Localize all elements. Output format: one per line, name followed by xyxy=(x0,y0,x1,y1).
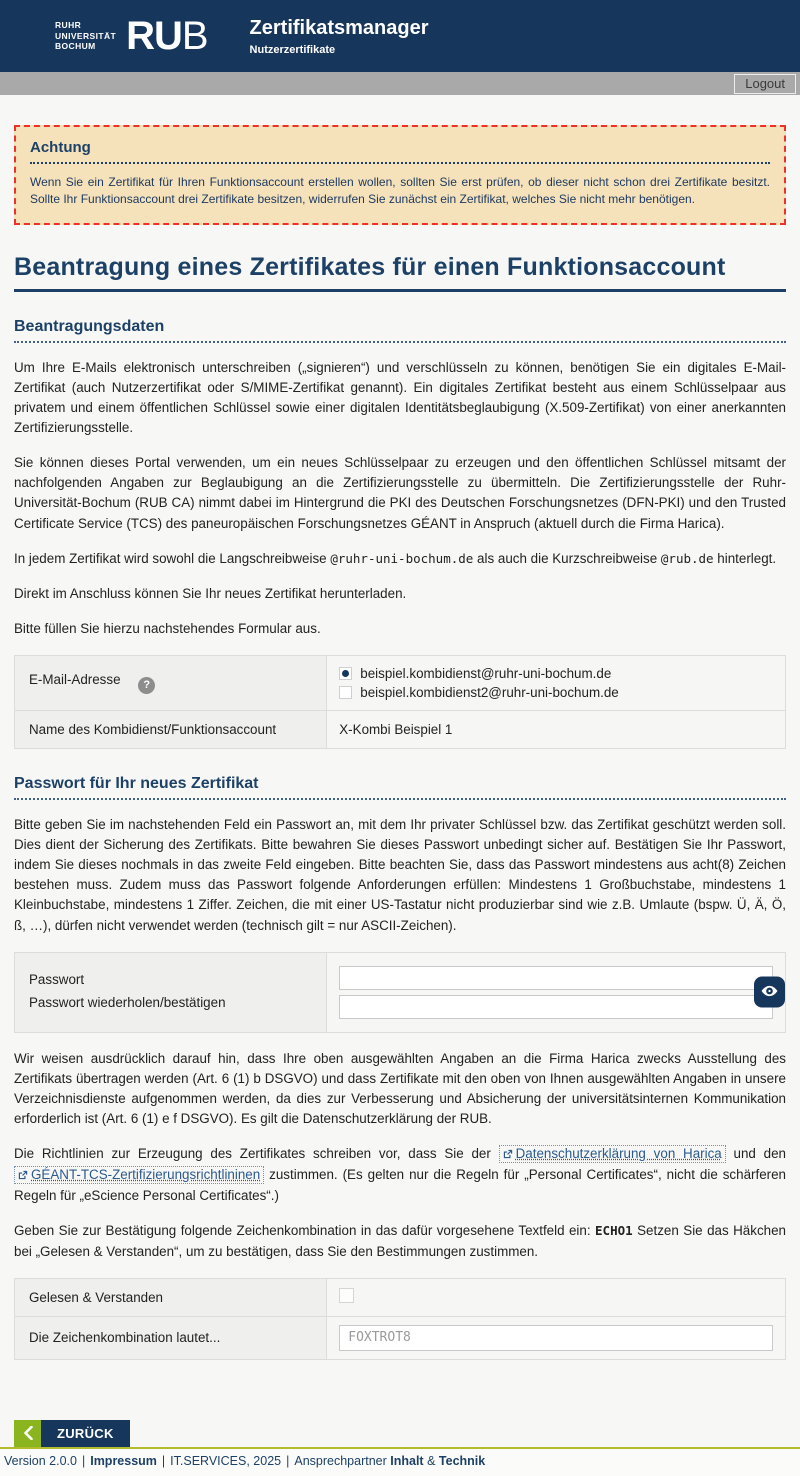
logo-line1: RUHR xyxy=(55,20,82,31)
email-option-1-label: beispiel.kombidienst@ruhr-uni-bochum.de xyxy=(360,665,612,681)
warning-title: Achtung xyxy=(30,139,770,164)
logo-line3: BOCHUM xyxy=(55,41,96,52)
back-button[interactable] xyxy=(14,1420,130,1447)
paragraph-fill-form: Bitte füllen Sie hierzu nachstehendes Formular aus. xyxy=(14,620,321,636)
account-name-value: X-Kombi Beispiel 1 xyxy=(327,710,786,748)
password-repeat-label: Passwort wiederholen/bestätigen xyxy=(29,995,226,1011)
password-inputs-cell xyxy=(327,952,786,1032)
table-row xyxy=(15,1278,786,1316)
account-name-label: Name des Kombidienst/Funktionsaccount xyxy=(15,710,327,748)
logo-line2: UNIVERSITÄT xyxy=(55,30,117,41)
harica-privacy-link[interactable]: Datenschutzerklärung von Harica xyxy=(499,1145,726,1163)
section-heading-beantragungsdaten: Beantragungsdaten xyxy=(14,318,786,343)
rub-logo-text xyxy=(55,20,116,52)
password-table xyxy=(14,952,786,1033)
password-input[interactable] xyxy=(339,966,773,990)
impressum-link[interactable]: Impressum xyxy=(90,1453,157,1468)
paragraph-confirmation-code: Geben Sie zur Bestätigung folgende Zeichenkombination in das dafür vorgesehene Textfeld ein: ECHO1 Setzen Sie das Häkchen bei „Gelesen & Verstanden“, um zu bestätigen, dass Sie den Bestimmungen zustimmen. xyxy=(14,1223,786,1259)
warning-box xyxy=(14,125,786,225)
external-link-icon xyxy=(503,1145,513,1165)
code-cell xyxy=(327,1316,786,1359)
email-option-2[interactable] xyxy=(339,683,773,702)
external-link-icon xyxy=(18,1166,28,1186)
read-understood-cell xyxy=(327,1278,786,1316)
table-row xyxy=(15,952,786,1032)
contact-label: Ansprechpartner xyxy=(294,1453,387,1468)
request-data-table xyxy=(14,655,786,749)
app-subtitle: Nutzerzertifikate xyxy=(249,43,336,56)
chevron-left-icon xyxy=(14,1420,41,1447)
long-domain: @ruhr-uni-bochum.de xyxy=(330,550,474,566)
code-input[interactable] xyxy=(339,1325,773,1351)
rub-logo xyxy=(55,16,208,56)
rub-wordmark: RUB xyxy=(126,14,208,58)
email-label: E-Mail-Adresse xyxy=(29,672,121,688)
email-label-cell xyxy=(15,655,327,710)
email-option-2-label: beispiel.kombidienst2@ruhr-uni-bochum.de xyxy=(360,684,619,700)
main-content xyxy=(0,95,800,1447)
app-titles xyxy=(250,17,429,56)
contact-inhalt-link[interactable]: Inhalt xyxy=(390,1453,424,1468)
app-footer: Version 2.0.0 | Impressum | IT.SERVICES, 2025 | Ansprechpartner Inhalt & Technik xyxy=(0,1447,800,1476)
help-icon[interactable]: ? xyxy=(138,677,155,694)
back-button-label: ZURÜCK xyxy=(41,1420,130,1447)
paragraph-domains: In jedem Zertifikat wird sowohl die Langschreibweise @ruhr-uni-bochum.de als auch die Kurzschreibweise @rub.de hinterlegt. xyxy=(14,550,777,566)
email-options-cell xyxy=(327,655,786,710)
paragraph-password-rules: Bitte geben Sie im nachstehenden Feld ein Passwort an, mit dem Ihr privater Schlüssel bzw. das Zertifikat geschützt werden soll. Dies dient der Sicherung des Zertifikats. Bitte bewahren Sie dieses Passwort unbedingt sicher auf. Bestätigen Sie Ihr Passwort, indem Sie dieses nochmals in das zweite Feld eingeben. Bitte beachten Sie, dass das Passwort mindestens aus acht(8) Zeichen bestehen muss. Zudem muss das Passwort folgende Anforderungen erfüllen: Mindestens 1 Großbuchstabe, mindestens 1 Kleinbuchstabe, mindestens 1 Ziffer. Zeichen, die mit einer US-Tastatur nicht produzierbar sind wie z.B. Umlaute (bspw. Ü, Ä, Ö, ß, …), dürfen nicht verwendet werden (technisch gilt = nur ASCII-Zeichen). xyxy=(14,816,786,933)
paragraph-intro-2: Sie können dieses Portal verwenden, um ein neues Schlüsselpaar zu erzeugen und den öffentlichen Schlüssel mitsamt der nachfolgenden Angaben zur Beglaubigung an die Zertifizierungsstelle zu übermitteln. Die Zertifizierungsstelle der Ruhr-Universität-Bochum (RUB CA) nimmt dabei im Hintergrund die PKI des Deutschen Forschungsnetzes (DFN-PKI) und den Trusted Certificate Service (TCS) des paneuropäischen Forschungsnetzes GÉANT in Anspruch (aktuell durch die Firma Harica). xyxy=(14,455,786,531)
logout-button[interactable]: Logout xyxy=(734,74,796,94)
table-row xyxy=(15,655,786,710)
password-repeat-input[interactable] xyxy=(339,995,773,1019)
short-domain: @rub.de xyxy=(660,550,714,566)
confirmation-table xyxy=(14,1278,786,1360)
password-labels-cell xyxy=(15,952,327,1032)
version-text: Version 2.0.0 xyxy=(4,1453,77,1468)
table-row xyxy=(15,1316,786,1359)
code-label: Die Zeichenkombination lautet... xyxy=(15,1316,327,1359)
app-title: Zertifikatsmanager xyxy=(249,16,429,39)
geant-tcs-policy-link[interactable]: GÉANT-TCS-Zertifizierungsrichtlininen xyxy=(14,1166,264,1184)
ampersand: & xyxy=(427,1453,436,1468)
show-password-button[interactable] xyxy=(754,977,785,1008)
app-header xyxy=(0,0,800,72)
paragraph-richtlinien: Die Richtlinien zur Erzeugung des Zertifikates schreiben vor, dass Sie der Datenschutzerklärung von Harica und den GÉANT-TCS-Zertifizierungsrichtlininen zustimmen. (Es gelten nur die Regeln für „Personal Certificates“, nicht die schärferen Regeln für „eScience Personal Certificates“.) xyxy=(14,1146,787,1204)
radio-email-2[interactable] xyxy=(339,686,352,699)
read-understood-label: Gelesen & Verstanden xyxy=(15,1278,327,1316)
logout-bar xyxy=(0,72,800,95)
confirmation-code: ECHO1 xyxy=(595,1223,633,1239)
paragraph-download: Direkt im Anschluss können Sie Ihr neues Zertifikat herunterladen. xyxy=(14,585,407,601)
read-understood-checkbox[interactable] xyxy=(339,1288,354,1303)
eye-icon xyxy=(760,981,779,1003)
page-title: Beantragung eines Zertifikates für einen Funktionsaccount xyxy=(14,253,786,292)
warning-body: Wenn Sie ein Zertifikat für Ihren Funktionsaccount erstellen wollen, sollten Sie erst prüfen, ob dieser nicht schon drei Zertifikate besitzt. Sollte Ihr Funktionsaccount drei Zertifikate besitzen, widerrufen Sie zunächst ein Zertifikat, welches Sie nicht mehr benötigen. xyxy=(30,175,770,207)
paragraph-intro-1: Um Ihre E-Mails elektronisch unterschreiben („signieren“) und verschlüsseln zu können, benötigen Sie ein digitales E-Mail-Zertifikat (auch Nutzerzertifikat oder S/MIME-Zertifikat genannt). Ein digitales Zertifikat besteht aus einem Schlüsselpaar aus privatem und einem öffentlichen Schlüssel sowie einer digitalen Identitätsbeglaubigung (X.509-Zertifikat) von einer anerkannten Zertifizierungsstelle. xyxy=(14,359,786,436)
radio-email-1[interactable] xyxy=(339,667,352,680)
org-text: IT.SERVICES, 2025 xyxy=(170,1453,282,1468)
password-label: Passwort xyxy=(29,972,85,988)
email-option-1[interactable] xyxy=(339,664,773,683)
paragraph-dsgvo: Wir weisen ausdrücklich darauf hin, dass Ihre oben ausgewählten Angaben an die Firma Harica zwecks Ausstellung des Zertifikats übertragen werden (Art. 6 (1) b DSGVO) und dass Zertifikate mit den oben von Ihnen ausgewählten Angaben in unsere Verzeichnisdienste aufgenommen werden, da dies zur Verbesserung und Absicherung der universitätsinternen Kommunikation erforderlich ist (Art. 6 (1) e f DSGVO). Es gilt die Datenschutzerklärung der RUB. xyxy=(14,1050,786,1126)
section-heading-passwort: Passwort für Ihr neues Zertifikat xyxy=(14,775,786,800)
table-row xyxy=(15,710,786,748)
contact-technik-link[interactable]: Technik xyxy=(438,1453,486,1468)
